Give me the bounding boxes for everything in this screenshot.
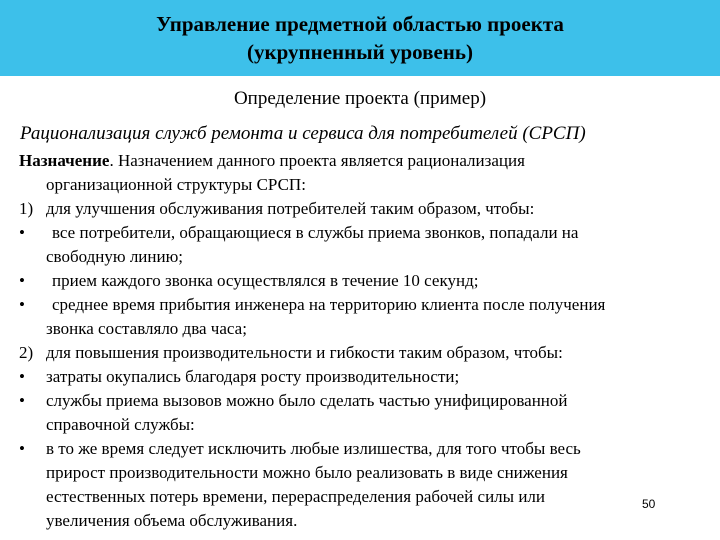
title-banner [0, 0, 720, 76]
bullet-5-line-1: службы приема вызовов можно было сделать частью унифицированной [46, 391, 568, 410]
title-line-2: (укрупненный уровень) [247, 40, 473, 64]
purpose-line-2: организационной структуры СРСП: [46, 175, 306, 194]
bullet-marker: • [19, 295, 25, 314]
bullet-6-line-3: естественных потерь времени, перераспределения рабочей силы или [46, 487, 546, 506]
bullet-marker: • [19, 367, 25, 386]
title-line-1: Управление предметной областью проекта [156, 12, 564, 36]
bullet-marker: • [19, 391, 25, 410]
bullet-1-line-2: свободную линию; [46, 247, 184, 266]
goal-1-marker: 1) [19, 199, 34, 218]
bullet-2-line-1: прием каждого звонка осуществлялся в течение 10 секунд; [52, 271, 479, 290]
bullet-marker: • [19, 439, 25, 458]
bullet-6-line-2: прирост производительности можно было реализовать в виде снижения [46, 463, 568, 482]
goal-1-text: для улучшения обслуживания потребителей таким образом, чтобы: [46, 199, 535, 218]
purpose-line-1 [19, 151, 525, 171]
slide-subtitle: Определение проекта (пример) [233, 88, 487, 109]
bullet-6-line-4: увеличения объема обслуживания. [46, 511, 298, 530]
project-name: Рационализация служб ремонта и сервиса для потребителей (СРСП) [20, 123, 586, 144]
bullet-1-line-1: все потребители, обращающиеся в службы приема звонков, попадали на [52, 223, 579, 242]
bullet-marker: • [19, 223, 25, 242]
goal-2-marker: 2) [19, 343, 34, 362]
bullet-5-line-2: справочной службы: [46, 415, 195, 434]
bullet-3-line-1: среднее время прибытия инженера на территорию клиента после получения [52, 295, 606, 314]
bullet-6-line-1: в то же время следует исключить любые излишества, для того чтобы весь [46, 439, 581, 458]
bullet-4-line-1: затраты окупались благодаря росту производительности; [46, 367, 460, 386]
purpose-text: . Назначением данного проекта является рационализация [109, 151, 525, 170]
bullet-marker: • [19, 271, 25, 290]
page-number: 50 [642, 497, 656, 511]
goal-2-text: для повышения производительности и гибкости таким образом, чтобы: [46, 343, 563, 362]
purpose-label: Назначение [19, 151, 110, 170]
bullet-3-line-2: звонка составляло два часа; [46, 319, 247, 338]
